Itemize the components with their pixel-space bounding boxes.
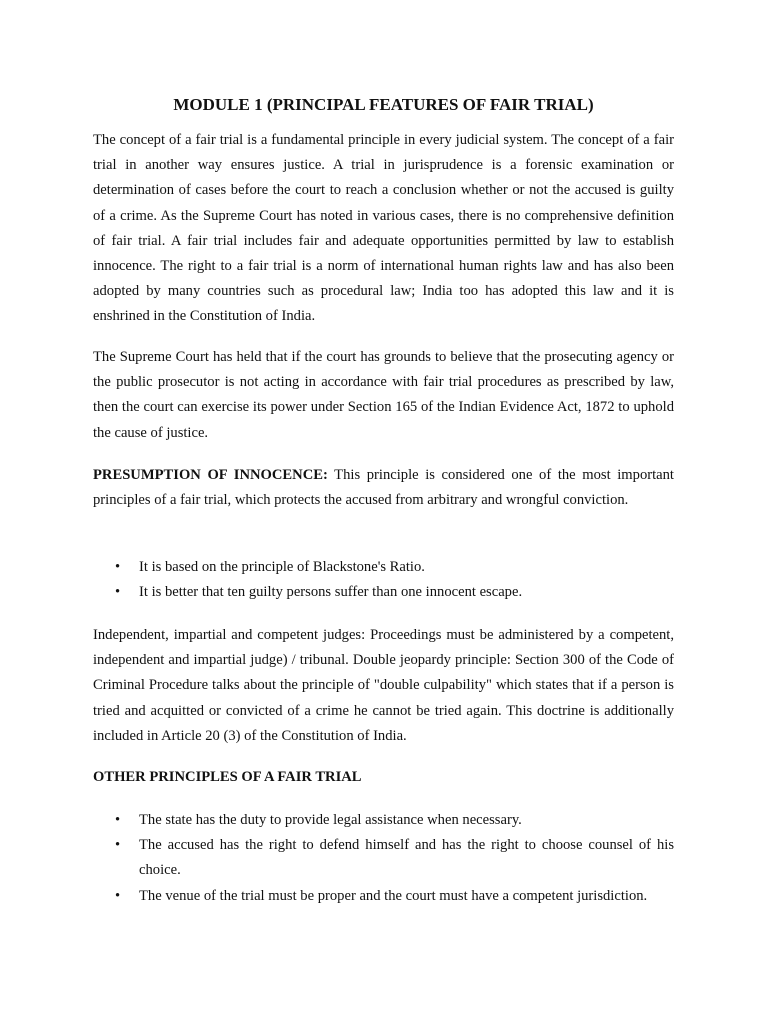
presumption-heading: PRESUMPTION OF INNOCENCE: — [93, 467, 328, 483]
intro-paragraph: The concept of a fair trial is a fundamental principle in every judicial system. The concept of a fair trial in another way ensures justice. A trial in jurisprudence is a forensic examination or determination of cases before the court to reach a conclusion whether or not the accused is guilty of a crime. As the Supreme Court has noted in various cases, there is no comprehensive definition of fair trial. A fair trial includes fair and adequate opportunities permitted by law to establish innocence. The right to a fair trial is a norm of international human rights law and has also been adopted by many countries such as procedural law; India too has adopted this law and it is enshrined in the Constitution of India. — [93, 132, 674, 325]
page-title: MODULE 1 (PRINCIPAL FEATURES OF FAIR TRIAL) — [173, 95, 594, 114]
list-item-text: The venue of the trial must be proper and the court must have a competent jurisdiction. — [139, 887, 648, 904]
bullet-icon: • — [115, 887, 121, 904]
fair-trial-bullet-list — [93, 808, 674, 909]
bullet-icon: • — [115, 559, 121, 575]
presumption-paragraph — [93, 463, 674, 513]
list-item — [93, 555, 674, 580]
list-item-text: The state has the duty to provide legal assistance when necessary. — [139, 812, 522, 828]
list-item — [93, 808, 674, 833]
supreme-court-paragraph: The Supreme Court has held that if the court has grounds to believe that the prosecuting agency or the public prosecutor is not acting in accordance with fair trial procedures as prescribed by law, then the court can exercise its power under Section 165 of the Indian Evidence Act, 1872 to uphold the cause of justice. — [93, 349, 674, 441]
list-item — [93, 884, 674, 909]
list-item-text: The accused has the right to defend himself and has the right to choose counsel of his choice. — [139, 837, 674, 879]
bullet-icon: • — [115, 837, 121, 854]
blackstone-bullet-list — [93, 555, 674, 605]
section-heading: OTHER PRINCIPLES OF A FAIR TRIAL — [93, 769, 362, 785]
list-item-text: It is based on the principle of Blackstone's Ratio. — [139, 559, 425, 575]
list-item — [93, 580, 674, 605]
judges-paragraph: Independent, impartial and competent judges: Proceedings must be administered by a competent, independent and impartial judge) / tribunal. Double jeopardy principle: Section 300 of the Code of Criminal Procedure talks about the principle of "double culpability" which states that if a person is tried and acquitted or convicted of a crime he cannot be tried again. This doctrine is additionally included in Article 20 (3) of the Constitution of India. — [93, 627, 674, 744]
presumption-text: This principle is considered one of the most important principles of a fair trial, which protects the accused from arbitrary and wrongful conviction. — [93, 467, 674, 509]
bullet-icon: • — [115, 812, 121, 828]
bullet-icon: • — [115, 584, 121, 601]
list-item — [93, 833, 674, 883]
list-item-text: It is better that ten guilty persons suffer than one innocent escape. — [139, 584, 523, 601]
